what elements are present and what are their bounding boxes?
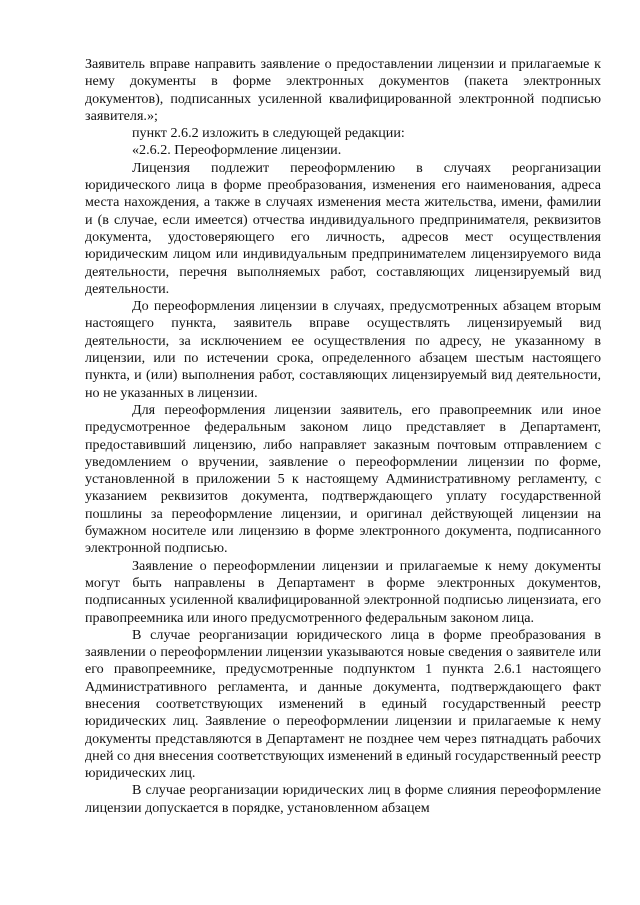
- paragraph-section-heading: «2.6.2. Переоформление лицензии.: [132, 142, 342, 159]
- paragraph-reissue-cases: Лицензия подлежит переоформлению в случаях реорганизации юридического лица в форме преобразования, изменения его наименования, адреса места нахождения, а также в случаях изменения места жительства, имени, фамилии и (в случае, если имеется) отчества индивидуального предпринимателя, реквизитов документа, удостоверяющего его личность, адресов мест осуществления юридическим лицом или индивидуальным предпринимателем лицензируемого вида деятельности, перечня выполняемых работ, составляющих лицензируемый вид деятельности.: [85, 159, 601, 297]
- paragraph-application-procedure: Для переоформления лицензии заявитель, его правопреемник или иное предусмотренное федеральным законом лицо представляет в Департамент, предоставивший лицензию, либо направляет заказным почтовым отправлением с уведомлением о вручении, заявление о переоформлении лицензии по форме, установленной в приложении 5 к настоящему Административному регламенту, с указанием реквизитов документа, подтверждающего уплату государственной пошлины за переоформление лицензии, и оригинал действующей лицензии на бумажном носителе или лицензию в форме электронного документа, подписанного электронной подписью.: [85, 401, 601, 557]
- paragraph-reorganization-merger: В случае реорганизации юридических лиц в форме слияния переоформление лицензии допускается в порядке, установленном абзацем: [85, 782, 601, 816]
- document-page: [85, 56, 601, 817]
- paragraph-activity-until-reissue: До переоформления лицензии в случаях, предусмотренных абзацем вторым настоящего пункта, заявитель вправе осуществлять лицензируемый вид деятельности, за исключением ее осуществления по адресу, не указанному в лицензии, или по истечении срока, определенного абзацем шестым настоящего пункта, и (или) выполнения работ, составляющих лицензируемый вид деятельности, но не указанных в лицензии.: [85, 298, 601, 401]
- paragraph-electronic-documents: Заявление о переоформлении лицензии и прилагаемые к нему документы могут быть направлены в Департамент в форме электронных документов, подписанных усиленной квалифицированной электронной подписью лицензиата, его правопреемника или иного предусмотренного федеральным законом лица.: [85, 557, 601, 626]
- paragraph-amendment-instruction: пункт 2.6.2 изложить в следующей редакции:: [132, 125, 405, 142]
- paragraph-electronic-submission: Заявитель вправе направить заявление о предоставлении лицензии и прилагаемые к нему документы в форме электронных документов (пакета электронных документов), подписанных усиленной квалифицированной электронной подписью заявителя.»;: [85, 56, 601, 124]
- paragraph-reorganization-transformation: В случае реорганизации юридического лица в форме преобразования в заявлении о переоформлении лицензии указываются новые сведения о заявителе или его правопреемнике, предусмотренные подпунктом 1 пункта 2.6.1 настоящего Административного регламента, и данные документа, подтверждающего факт внесения соответствующих изменений в единый государственный реестр юридических лиц. Заявление о переоформлении лицензии и прилагаемые к нему документы представляются в Департамент не позднее чем через пятнадцать рабочих дней со дня внесения соответствующих изменений в единый государственный реестр юридических лиц.: [85, 626, 601, 782]
